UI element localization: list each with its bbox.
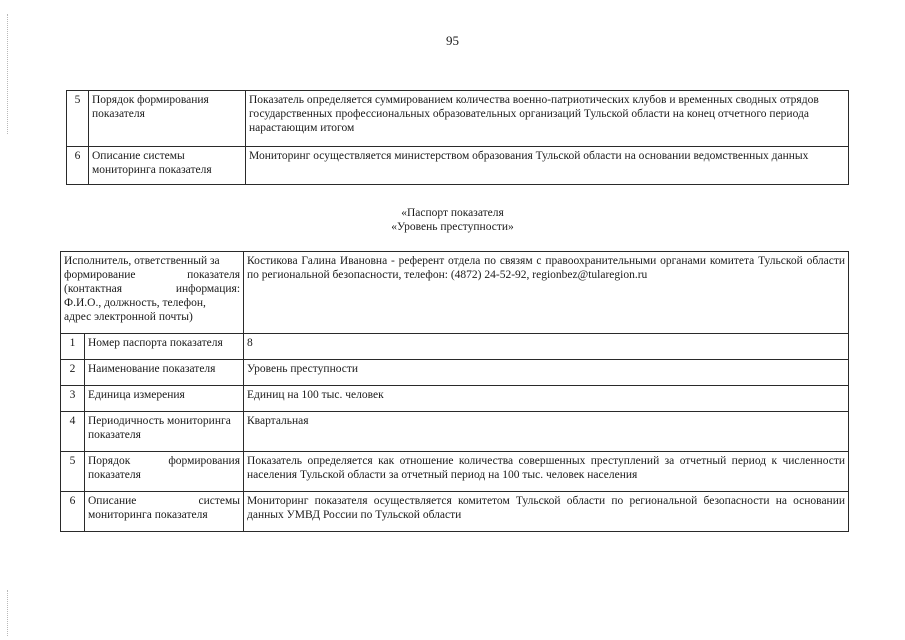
scan-edge-mark: [7, 14, 9, 134]
passport-title-line: «Паспорт показателя: [401, 207, 504, 219]
row-value: Мониторинг показателя осуществляется комитетом Тульской области по региональной безопасности на основании данных УМВД России по Тульской области: [244, 492, 849, 532]
page-number: 95: [446, 33, 459, 48]
label-line: Исполнитель, ответственный за: [64, 255, 220, 267]
top-table: [66, 90, 849, 185]
label-line: адрес электронной почты): [64, 311, 193, 323]
label-word: (контактная: [64, 283, 123, 295]
table-row: [67, 91, 849, 147]
row-value: 8: [244, 334, 849, 360]
label-line: [88, 494, 240, 508]
label-line: [64, 282, 240, 296]
table-row: [61, 386, 849, 412]
row-number: 6: [61, 492, 85, 532]
row-label: Описание системы мониторинга показателя: [89, 147, 246, 185]
row-number: 4: [61, 412, 85, 452]
table-row: [61, 334, 849, 360]
label-line: мониторинга показателя: [88, 509, 208, 521]
row-number: 1: [61, 334, 85, 360]
label-word: системы: [198, 495, 241, 507]
label-line: [64, 268, 240, 282]
row-value: Квартальная: [244, 412, 849, 452]
row-value: Мониторинг осуществляется министерством образования Тульской области на основании ведомственных данных: [246, 147, 849, 185]
table-row: [67, 147, 849, 185]
label-line: показателя: [88, 469, 141, 481]
passport-title-line: «Уровень преступности»: [391, 221, 514, 233]
table-row: [61, 252, 849, 334]
row-number: 2: [61, 360, 85, 386]
passport-caption: [0, 206, 905, 234]
row-value: Единиц на 100 тыс. человек: [244, 386, 849, 412]
label-word: Описание: [88, 495, 137, 507]
row-label: Порядок формирования показателя: [89, 91, 246, 147]
passport-table: [60, 251, 849, 532]
row-label: Единица измерения: [85, 386, 244, 412]
table-row: [61, 492, 849, 532]
row-label: Наименование показателя: [85, 360, 244, 386]
row-label: [85, 452, 244, 492]
label-word: формирования: [168, 455, 241, 467]
row-value: Уровень преступности: [244, 360, 849, 386]
label-word: информация:: [175, 283, 241, 295]
row-label: Периодичность мониторинга показателя: [85, 412, 244, 452]
table-row: [61, 452, 849, 492]
row-number: 5: [61, 452, 85, 492]
row-value: Показатель определяется суммированием количества военно-патриотических клубов и временных сводных отрядов государственных профессиональных образовательных организаций Тульской области на конец отчетного периода нарастающим итогом: [246, 91, 849, 147]
label-word: Порядок: [88, 455, 131, 467]
scan-edge-mark: [7, 590, 9, 636]
row-number: 5: [67, 91, 89, 147]
label-line: [88, 454, 240, 468]
row-number: 3: [61, 386, 85, 412]
executor-value: Костикова Галина Ивановна - референт отдела по связям с правоохранительными органами комитета Тульской области по региональной безопасности, телефон: (4872) 24-52-92, regionbez@tularegion.ru: [244, 252, 849, 334]
table-row: [61, 412, 849, 452]
executor-label: [61, 252, 244, 334]
row-value: Показатель определяется как отношение количества совершенных преступлений за отчетный период к численности населения Тульской области за отчетный период на 100 тыс. человек населения: [244, 452, 849, 492]
label-word: показателя: [187, 269, 241, 281]
label-word: формирование: [64, 269, 136, 281]
table-row: [61, 360, 849, 386]
row-label: [85, 492, 244, 532]
label-line: Ф.И.О., должность, телефон,: [64, 297, 206, 309]
row-label: Номер паспорта показателя: [85, 334, 244, 360]
row-number: 6: [67, 147, 89, 185]
